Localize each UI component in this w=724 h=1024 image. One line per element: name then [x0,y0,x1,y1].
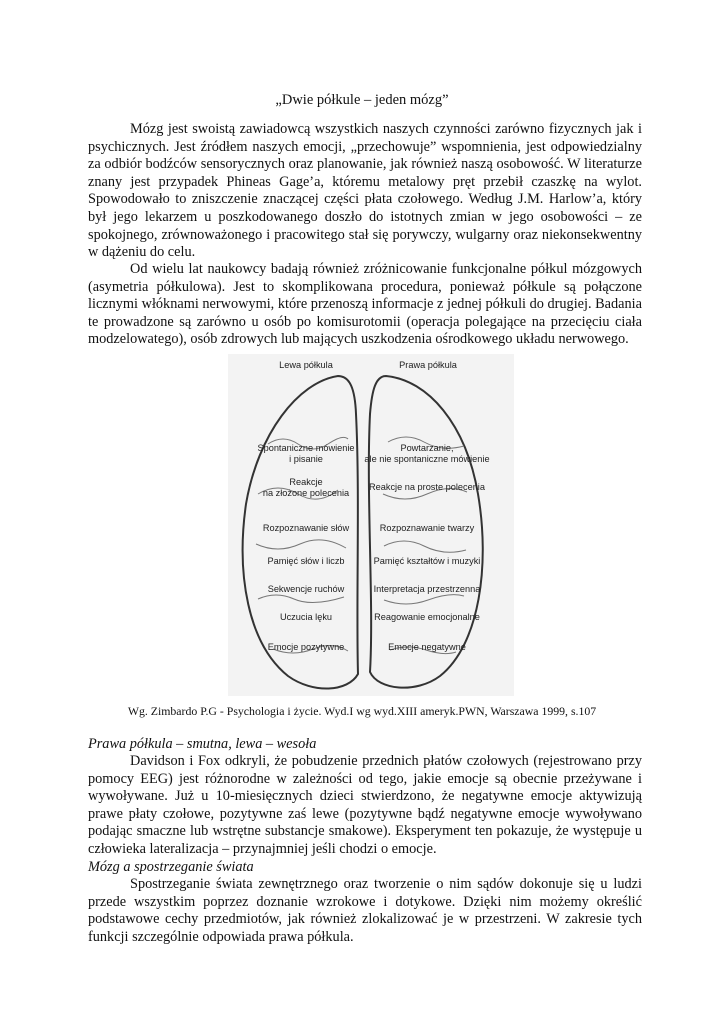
left-function-label: Sekwencje ruchów [267,584,345,594]
right-function-label: ale nie spontaniczne mówienie [364,454,490,464]
right-function-label: Emocje negatywne [388,642,466,652]
section-heading-emotions: Prawa półkula – smutna, lewa – wesoła [88,736,317,752]
figure-caption: Wg. Zimbardo P.G - Psychologia i życie. Wyd.I wg wyd.XIII ameryk.PWN, Warszawa 1999, s.107 [127,704,597,718]
paragraph-asymmetry: Od wielu lat naukowcy badają również zróżnicowanie funkcjonalne półkul mózgowych (asymetria półkulowa). Jest to skomplikowana procedura, ponieważ półkule są połączone licznymi włóknami nerwowymi, które przenoszą informacje z jednej półkuli do drugiej. Badania te prowadzone są zarówno u osób po komisurotomii (operacja polegające na przecięciu ciała modzelowatego), osób zdrowych lub mających uszkodzenia ośrodkowego układu nerwowego. [88,261,642,348]
right-hemisphere-title: Prawa półkula [399,360,457,370]
right-function-label: Pamięć kształtów i muzyki [373,556,481,566]
paragraph-perception: Spostrzeganie świata zewnętrznego oraz tworzenie o nim sądów dokonuje się u ludzi przede wszystkim poprzez doznanie wzrokowe i dotykowe. Dzięki nim możemy określić podstawowe cechy przedmiotów, jak również zlokalizować je w przestrzeni. W zakresie tych funkcji szczególnie odpowiada prawa półkula. [88,876,642,945]
right-function-label: Rozpoznawanie twarzy [379,523,475,533]
brain-diagram [228,354,514,696]
left-function-label: Emocje pozytywne [267,642,345,652]
right-function-label: Interpretacja przestrzenna [373,584,481,594]
left-function-label: Spontaniczne mówienie [257,443,355,453]
left-function-label: i pisanie [289,454,323,464]
left-function-label: Reakcje [289,477,323,487]
document-title: „Dwie półkule – jeden mózg” [275,92,449,108]
left-function-label: Pamięć słów i liczb [267,556,345,566]
section-heading-perception: Mózg a spostrzeganie świata [88,859,254,875]
left-function-label: Uczucia lęku [279,612,333,622]
paragraph-intro: Mózg jest swoistą zawiadowcą wszystkich naszych czynności zarówno fizycznych jak i psychicznych. Jest źródłem naszych emocji, „przechowuje” wspomnienia, jest odpowiedzialny za odbiór bodźców sensorycznych oraz planowanie, jak również naszą osobowość. W literaturze znany jest przypadek Phineas Gage’a, któremu metalowy pręt przebił czaszkę na wylot. Spowodowało to zniszczenie znaczącej części płata czołowego. Według J.M. Harlow’a, który był jego lekarzem u poszkodowanego doszło do istotnych zmian w jego osobowości – ze spokojnego, zrównoważonego i pracowitego stał się porywczy, wulgarny oraz niekonsekwentny w dążeniu do celu. [88,121,642,261]
right-function-label: Reagowanie emocjonalne [374,612,480,622]
right-function-label: Reakcje na proste polecenia [369,482,485,492]
brain-hemispheres-figure [228,354,514,696]
right-function-label: Powtarzanie, [400,443,454,453]
left-function-label: na złożone polecenia [262,488,350,498]
left-hemisphere-title: Lewa półkula [279,360,333,370]
left-function-label: Rozpoznawanie słów [262,523,350,533]
paragraph-emotions: Davidson i Fox odkryli, że pobudzenie przednich płatów czołowych (rejestrowano przy pomocy EEG) jest różnorodne w zależności od tego, jakie emocje są obecnie przeżywane i wywoływane. Już u 10-miesięcznych dzieci stwierdzono, że negatywne emocje aktywizują prawe płaty czołowe, pozytywne zaś lewe (pozytywne bądź negatywne emocje wywoływano podając smaczne lub wstrętne substancje smakowe). Eksperyment ten pokazuje, że występuje u człowieka lateralizacja – przynajmniej jeśli chodzi o emocje. [88,753,642,857]
